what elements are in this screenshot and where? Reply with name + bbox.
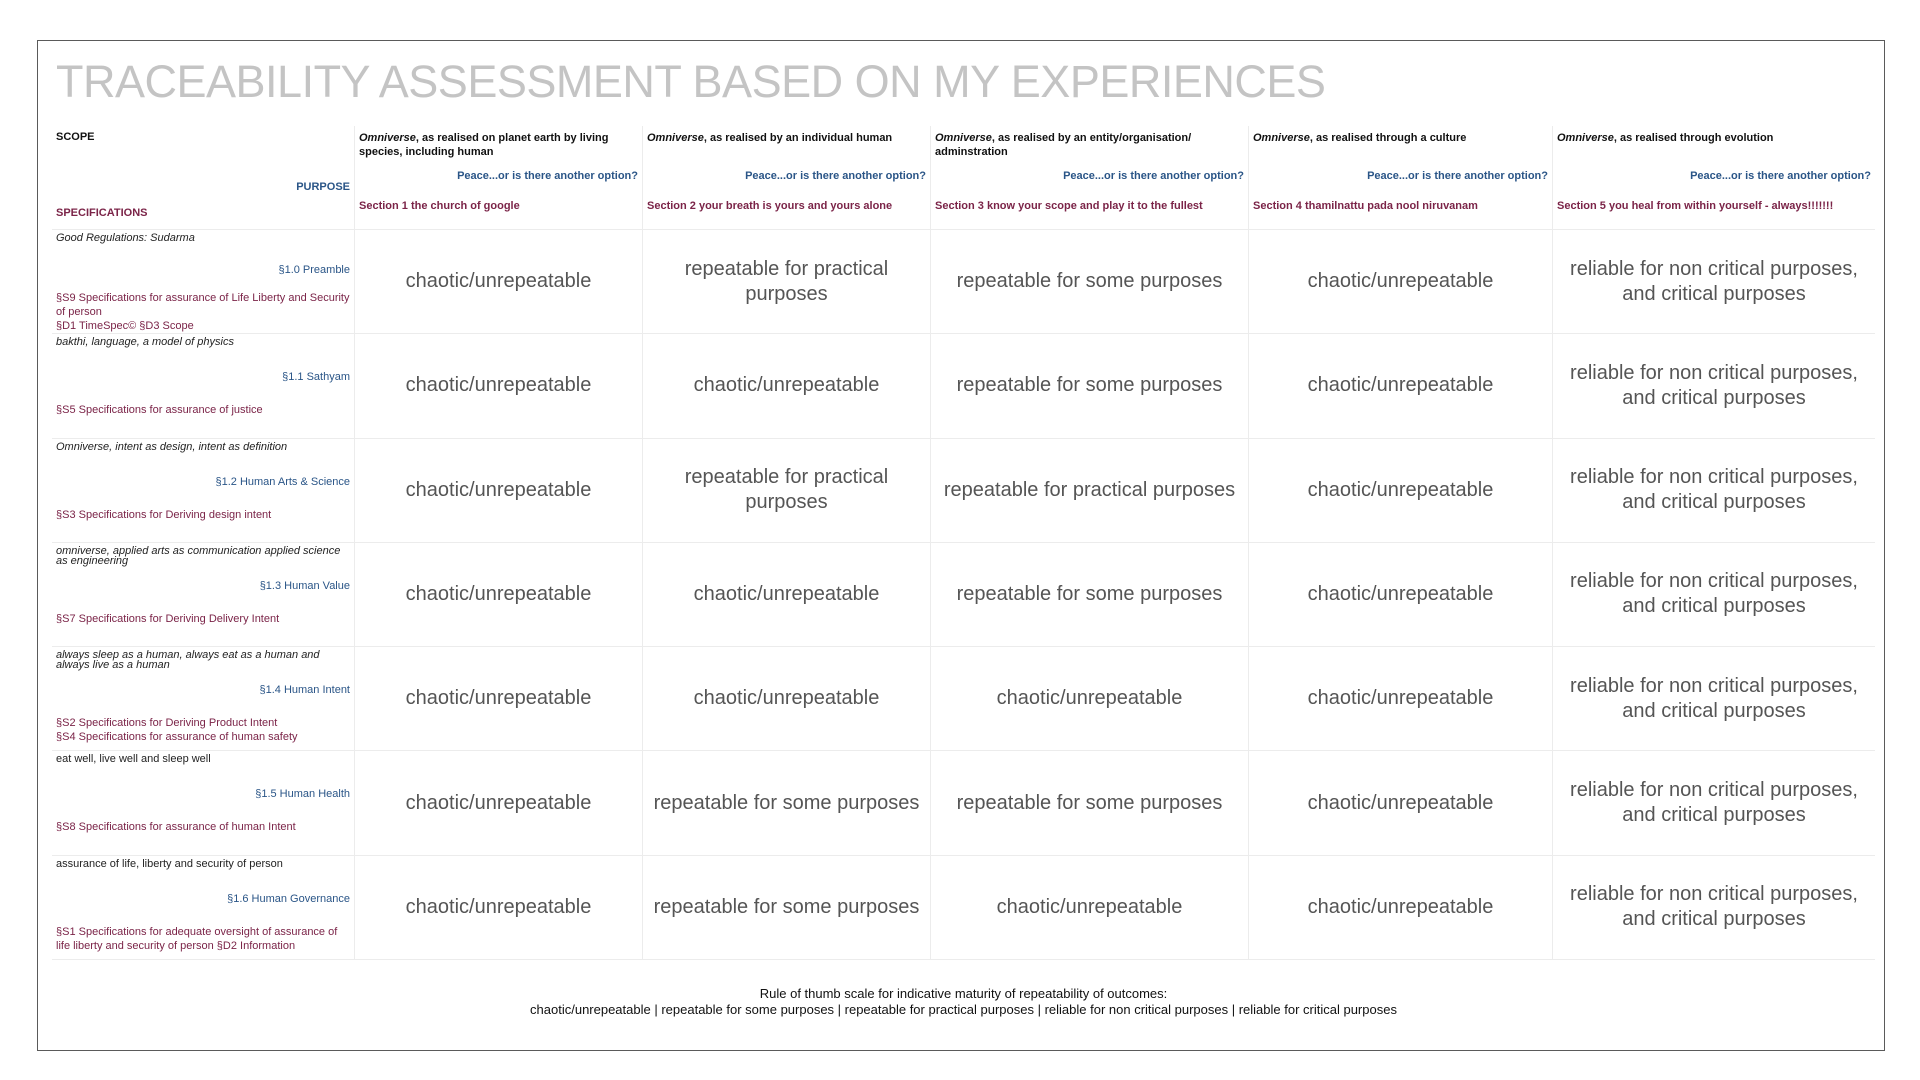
header-labels-cell: [52, 126, 355, 230]
column-header: [1249, 126, 1553, 230]
row-scope: assurance of life, liberty and security of person: [56, 857, 283, 870]
assessment-cell: reliable for non critical purposes, and critical purposes: [1553, 856, 1875, 960]
column-scope-emphasis: Omniverse: [1253, 132, 1310, 144]
column-scope: [935, 131, 1244, 169]
assessment-cell: chaotic/unrepeatable: [1249, 647, 1553, 751]
assessment-cell: repeatable for practical purposes: [643, 230, 931, 334]
row-header: [52, 543, 355, 647]
row-header: [52, 439, 355, 543]
column-header: [355, 126, 643, 230]
row-purpose: §1.0 Preamble: [278, 263, 350, 276]
footer-line-1: Rule of thumb scale for indicative maturity of repeatability of outcomes:: [759, 986, 1168, 1001]
column-scope-text: , as realised through evolution: [1613, 132, 1774, 144]
row-specification: §S3 Specifications for Deriving design intent: [56, 508, 272, 521]
assessment-cell: chaotic/unrepeatable: [355, 543, 643, 647]
row-scope: omniverse, applied arts as communication applied science as engineering: [56, 544, 341, 567]
assessment-cell: repeatable for some purposes: [931, 230, 1249, 334]
column-scope-text: , as realised on planet earth by living species, including human: [359, 132, 609, 158]
column-header: [1553, 126, 1875, 230]
assessment-cell: reliable for non critical purposes, and critical purposes: [1553, 647, 1875, 751]
column-purpose: Peace...or is there another option?: [1690, 170, 1871, 182]
assessment-cell: chaotic/unrepeatable: [1249, 751, 1553, 855]
assessment-cell: chaotic/unrepeatable: [355, 334, 643, 438]
assessment-cell: chaotic/unrepeatable: [355, 751, 643, 855]
column-scope-emphasis: Omniverse: [359, 132, 416, 144]
column-scope-emphasis: Omniverse: [935, 132, 992, 144]
assessment-cell: chaotic/unrepeatable: [355, 230, 643, 334]
row-purpose: §1.3 Human Value: [259, 579, 350, 592]
row-header: [52, 751, 355, 855]
assessment-cell: repeatable for practical purposes: [643, 439, 931, 543]
traceability-table: [52, 126, 1875, 960]
column-scope-emphasis: Omniverse: [647, 132, 704, 144]
column-specification: Section 1 the church of google: [359, 200, 520, 212]
row-specification: §S1 Specifications for adequate oversight of assurance of life liberty and security of person §D2 Information: [56, 925, 338, 952]
assessment-cell: chaotic/unrepeatable: [1249, 230, 1553, 334]
column-scope-text: , as realised through a culture: [1309, 132, 1467, 144]
row-purpose: §1.1 Sathyam: [282, 371, 350, 384]
assessment-cell: repeatable for some purposes: [643, 856, 931, 960]
row-header: [52, 856, 355, 960]
assessment-cell: chaotic/unrepeatable: [643, 543, 931, 647]
assessment-cell: chaotic/unrepeatable: [1249, 439, 1553, 543]
column-scope-text: , as realised by an individual human: [703, 132, 893, 144]
column-header: [931, 126, 1249, 230]
row-specification: §S8 Specifications for assurance of human Intent: [56, 821, 296, 834]
row-scope: Omniverse, intent as design, intent as definition: [56, 440, 288, 453]
assessment-cell: repeatable for some purposes: [643, 751, 931, 855]
row-header: [52, 647, 355, 751]
assessment-cell: chaotic/unrepeatable: [931, 856, 1249, 960]
column-specification: Section 4 thamilnattu pada nool niruvanam: [1253, 200, 1478, 212]
column-specification: Section 2 your breath is yours and yours alone: [647, 200, 893, 212]
row-scope: Good Regulations: Sudarma: [56, 232, 195, 244]
column-purpose: Peace...or is there another option?: [745, 170, 926, 182]
row-purpose: §1.2 Human Arts & Science: [215, 475, 350, 488]
assessment-cell: chaotic/unrepeatable: [931, 647, 1249, 751]
row-specification: §S5 Specifications for assurance of justice: [56, 404, 263, 417]
assessment-cell: repeatable for some purposes: [931, 751, 1249, 855]
column-specification: Section 3 know your scope and play it to the fullest: [935, 200, 1203, 212]
row-specification: §S9 Specifications for assurance of Life Liberty and Security of person §D1 TimeSpec© §D3 Scope: [56, 292, 350, 333]
row-specification: §S7 Specifications for Deriving Delivery Intent: [56, 612, 280, 625]
row-specification: §S2 Specifications for Deriving Product Intent §S4 Specifications for assurance of human safety: [56, 717, 298, 744]
specifications-label: SPECIFICATIONS: [56, 207, 148, 219]
row-purpose: §1.6 Human Governance: [227, 892, 350, 905]
column-header: [643, 126, 931, 230]
row-scope: bakthi, language, a model of physics: [56, 336, 234, 349]
column-scope-emphasis: Omniverse: [1557, 132, 1614, 144]
assessment-cell: reliable for non critical purposes, and critical purposes: [1553, 543, 1875, 647]
row-header: [52, 230, 355, 334]
page-title: TRACEABILITY ASSESSMENT BASED ON MY EXPERIENCES: [56, 56, 1326, 107]
assessment-cell: reliable for non critical purposes, and critical purposes: [1553, 230, 1875, 334]
column-scope: [1253, 131, 1548, 169]
assessment-cell: chaotic/unrepeatable: [1249, 856, 1553, 960]
row-purpose: §1.5 Human Health: [255, 788, 350, 801]
assessment-cell: reliable for non critical purposes, and critical purposes: [1553, 751, 1875, 855]
assessment-cell: chaotic/unrepeatable: [355, 856, 643, 960]
assessment-cell: repeatable for practical purposes: [931, 439, 1249, 543]
assessment-cell: reliable for non critical purposes, and critical purposes: [1553, 334, 1875, 438]
assessment-cell: chaotic/unrepeatable: [355, 647, 643, 751]
assessment-cell: chaotic/unrepeatable: [1249, 543, 1553, 647]
assessment-cell: repeatable for some purposes: [931, 334, 1249, 438]
column-scope: [1557, 131, 1871, 169]
purpose-label: PURPOSE: [296, 181, 350, 193]
row-scope: eat well, live well and sleep well: [56, 753, 211, 766]
assessment-cell: chaotic/unrepeatable: [643, 334, 931, 438]
footer-line-2: chaotic/unrepeatable | repeatable for some purposes | repeatable for practical purposes | reliable for non critical purposes | reliable for critical purposes: [530, 1002, 1397, 1017]
row-purpose: §1.4 Human Intent: [259, 684, 350, 697]
assessment-cell: chaotic/unrepeatable: [1249, 334, 1553, 438]
column-purpose: Peace...or is there another option?: [1063, 170, 1244, 182]
assessment-cell: chaotic/unrepeatable: [355, 439, 643, 543]
column-scope: [359, 131, 638, 169]
column-scope-text: , as realised by an entity/organisation/ adminstration: [935, 132, 1192, 158]
scope-label: SCOPE: [56, 131, 95, 143]
column-specification: Section 5 you heal from within yourself - always!!!!!!!: [1557, 200, 1834, 212]
column-scope: [647, 131, 926, 169]
column-purpose: Peace...or is there another option?: [457, 170, 638, 182]
row-header: [52, 334, 355, 438]
assessment-cell: repeatable for some purposes: [931, 543, 1249, 647]
column-purpose: Peace...or is there another option?: [1367, 170, 1548, 182]
assessment-cell: chaotic/unrepeatable: [643, 647, 931, 751]
assessment-cell: reliable for non critical purposes, and critical purposes: [1553, 439, 1875, 543]
row-scope: always sleep as a human, always eat as a human and always live as a human: [56, 649, 320, 672]
